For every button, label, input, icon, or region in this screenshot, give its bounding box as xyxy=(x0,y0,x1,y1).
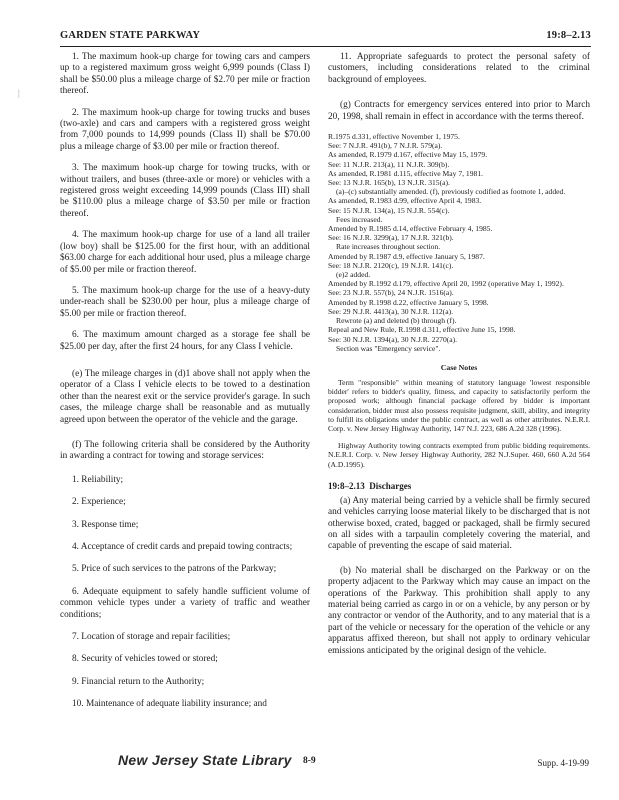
running-header xyxy=(60,30,591,44)
history-line: Fees increased. xyxy=(336,214,383,224)
library-stamp: New Jersey State Library xyxy=(118,752,292,768)
charge-item-6: 6. The maximum amount charged as a storage fee shall be $25.00 per day, after the first 24 hours, for any Class I vehicle. xyxy=(60,330,310,352)
history-line: Repeal and New Rule, R.1998 d.311, effective June 15, 1998. xyxy=(328,325,516,335)
history-line: (a)–(c) substantially amended. (f), previously codified as footnote 1, added. xyxy=(336,187,566,197)
paragraph-e: (e) The mileage charges in (d)1 above shall not apply when the operator of a Class I vehicle elects to be towed to a destination other than the nearest exit or the service provider's garage. In such cases, the mileage charge shall be reasonable and as mutually agreed upon between the operator of the vehicle and the garage. xyxy=(60,368,310,425)
criteria-item-11: 11. Appropriate safeguards to protect the personal safety of customers, including considerations related to the criminal background of employees. xyxy=(328,52,590,85)
history-line: See: 11 N.J.R. 213(a), 11 N.J.R. 309(b). xyxy=(328,159,450,169)
supplement-date: Supp. 4-19-99 xyxy=(537,758,589,768)
history-line: Amended by R.1987 d.9, effective January 5, 1987. xyxy=(328,251,485,261)
charge-item-3: 3. The maximum hook-up charge for towing trucks, with or without trailers, and buses (three-axle or more) or vehicles with a registered gross weight exceeding 14,999 pounds (Class III) shall be $110.00 plus a mileage charge of $3.50 per mile or fraction thereof. xyxy=(60,163,310,219)
criteria-item-2: 2. Experience; xyxy=(72,497,126,508)
section-title: Discharges xyxy=(369,480,412,491)
page-number: 8-9 xyxy=(303,756,316,766)
charge-item-4: 4. The maximum hook-up charge for use of a land all trailer (low boy) shall be $125.00 for the first hour, with an additional $63.00 charge for each additional hour used, plus a mileage charge of $5.00 per mile or fraction thereof. xyxy=(60,230,310,275)
history-line: See: 15 N.J.R. 134(a), 15 N.J.R. 554(c). xyxy=(328,205,450,215)
right-column xyxy=(328,52,590,657)
history-line: R.1975 d.331, effective November 1, 1975. xyxy=(328,132,460,142)
case-note: Term "responsible" within meaning of statutory language 'lowest responsible bidder' refers to bidder's quality, fitness, and capacity to satisfactorily perform the proposed work; although financial package offered by bidder is important consideration, bidder must also possess requisite judgment, skill, ability, and integrity to fulfill its obligations under the public contract, as well as other attributes. N.E.R.I. Corp. v. New Jersey Highway Authority, 147 N.J. 223, 686 A.2d 328 (1996). xyxy=(328,377,590,433)
criteria-item-5: 5. Price of such services to the patrons of the Parkway; xyxy=(72,564,277,575)
history-line: Rate increases throughout section. xyxy=(336,242,441,252)
criteria-item-3: 3. Response time; xyxy=(72,519,139,530)
section-number: 19:8–2.13 xyxy=(328,480,365,491)
left-column xyxy=(60,52,310,711)
charge-item-5: 5. The maximum hook-up charge for the use of a heavy-duty under-reach shall be $230.00 per hour, plus a mileage charge of $5.00 per mile or fraction thereof. xyxy=(60,285,310,319)
history-line: Section was "Emergency service". xyxy=(336,343,441,353)
section-heading xyxy=(328,481,590,491)
history-line: As amended, R.1979 d.167, effective May 15, 1979. xyxy=(328,150,488,160)
criteria-item-7: 7. Location of storage and repair facilities; xyxy=(72,632,231,643)
history-notes xyxy=(328,132,590,353)
criteria-item-1: 1. Reliability; xyxy=(72,474,124,485)
history-line: See: 13 N.J.R. 165(b), 13 N.J.R. 315(a). xyxy=(328,178,450,188)
history-line: See: 18 N.J.R. 2120(c), 19 N.J.R. 141(c). xyxy=(328,260,454,270)
paragraph-b: (b) No material shall be discharged on the Parkway or on the property adjacent to the Parkway which may cause an impact on the operations of the Parkway. This prohibition shall apply to any material being carried as cargo in or on a vehicle, by any person or by any contractor or vendor of the Authority, and to any material that is a part of the vehicle or necessary for the operation of the vehicle or any apparatus affixed thereon, but shall not apply to ordinary vehicular emissions anticipated by the original design of the vehicle. xyxy=(328,565,590,656)
charge-item-1: 1. The maximum hook-up charge for towing cars and campers up to a registered maximum gross weight 6,999 pounds (Class I) shall be $50.00 plus a mileage charge of $2.70 per mile or fraction thereof. xyxy=(60,52,310,97)
history-line: See: 30 N.J.R. 1394(a), 30 N.J.R. 2270(a). xyxy=(328,334,458,344)
history-line: Rewrote (a) and deleted (b) through (f). xyxy=(336,316,457,326)
header-title: GARDEN STATE PARKWAY xyxy=(60,30,201,41)
history-line: See: 7 N.J.R. 491(b), 7 N.J.R. 579(a). xyxy=(328,141,443,151)
case-note: Highway Authority towing contracts exempted from public bidding requirements. N.E.R.I. Corp. v. New Jersey Highway Authority, 282 N.J.Super. 460, 660 A.2d 564 (A.D.1995). xyxy=(328,441,590,469)
header-rule xyxy=(60,46,591,47)
history-line: See: 23 N.J.R. 557(b), 24 N.J.R. 1516(a). xyxy=(328,288,454,298)
history-line: As amended, R.1981 d.115, effective May 7, 1981. xyxy=(328,168,484,178)
case-notes-heading: Case Notes xyxy=(440,362,478,372)
criteria-item-4: 4. Acceptance of credit cards and prepaid towing contracts; xyxy=(72,542,293,552)
criteria-item-9: 9. Financial return to the Authority; xyxy=(72,676,205,687)
header-section-range: 19:8–2.13 xyxy=(546,30,591,41)
paragraph-f: (f) The following criteria shall be considered by the Authority in awarding a contract for towing and storage services: xyxy=(60,439,310,462)
history-line: Amended by R.1992 d.179, effective April 20, 1992 (operative May 1, 1992). xyxy=(328,279,564,289)
history-line: Amended by R.1985 d.14, effective February 4, 1985. xyxy=(328,224,493,234)
charge-item-2: 2. The maximum hook-up charge for towing trucks and buses (two-axle) and cars and campers with a registered gross weight from 7,000 pounds to 14,999 pounds (Class II) shall be $70.00 plus a mileage charge of $3.00 per mile or fraction thereof. xyxy=(60,107,310,152)
criteria-item-6: 6. Adequate equipment to safely handle sufficient volume of common vehicle types under a variety of traffic and weather conditions; xyxy=(60,586,310,620)
history-line: See: 29 N.J.R. 4413(a), 30 N.J.R. 112(a). xyxy=(328,306,454,316)
criteria-item-8: 8. Security of vehicles towed or stored; xyxy=(72,654,218,665)
margin-mark: | xyxy=(18,88,20,98)
paragraph-g: (g) Contracts for emergency services entered into prior to March 20, 1998, shall remain in effect in accordance with the terms thereof. xyxy=(328,100,590,122)
paragraph-a: (a) Any material being carried by a vehicle shall be firmly secured and vehicles carrying loose material likely to be discharged that is not otherwise boxed, crated, bagged or packaged, shall be firmly secured on all sides with a tarpaulin completely covering the material, and capable of preventing the escape of said material. xyxy=(328,495,590,552)
history-line: See: 16 N.J.R. 3299(a), 17 N.J.R. 321(b). xyxy=(328,233,454,243)
history-line: Amended by R.1998 d.22, effective January 5, 1998. xyxy=(328,297,489,307)
history-line: As amended, R.1983 d.99, effective April 4, 1983. xyxy=(328,196,482,206)
history-line: (e)2 added. xyxy=(336,270,371,280)
criteria-item-10: 10. Maintenance of adequate liability insurance; and xyxy=(72,699,267,710)
